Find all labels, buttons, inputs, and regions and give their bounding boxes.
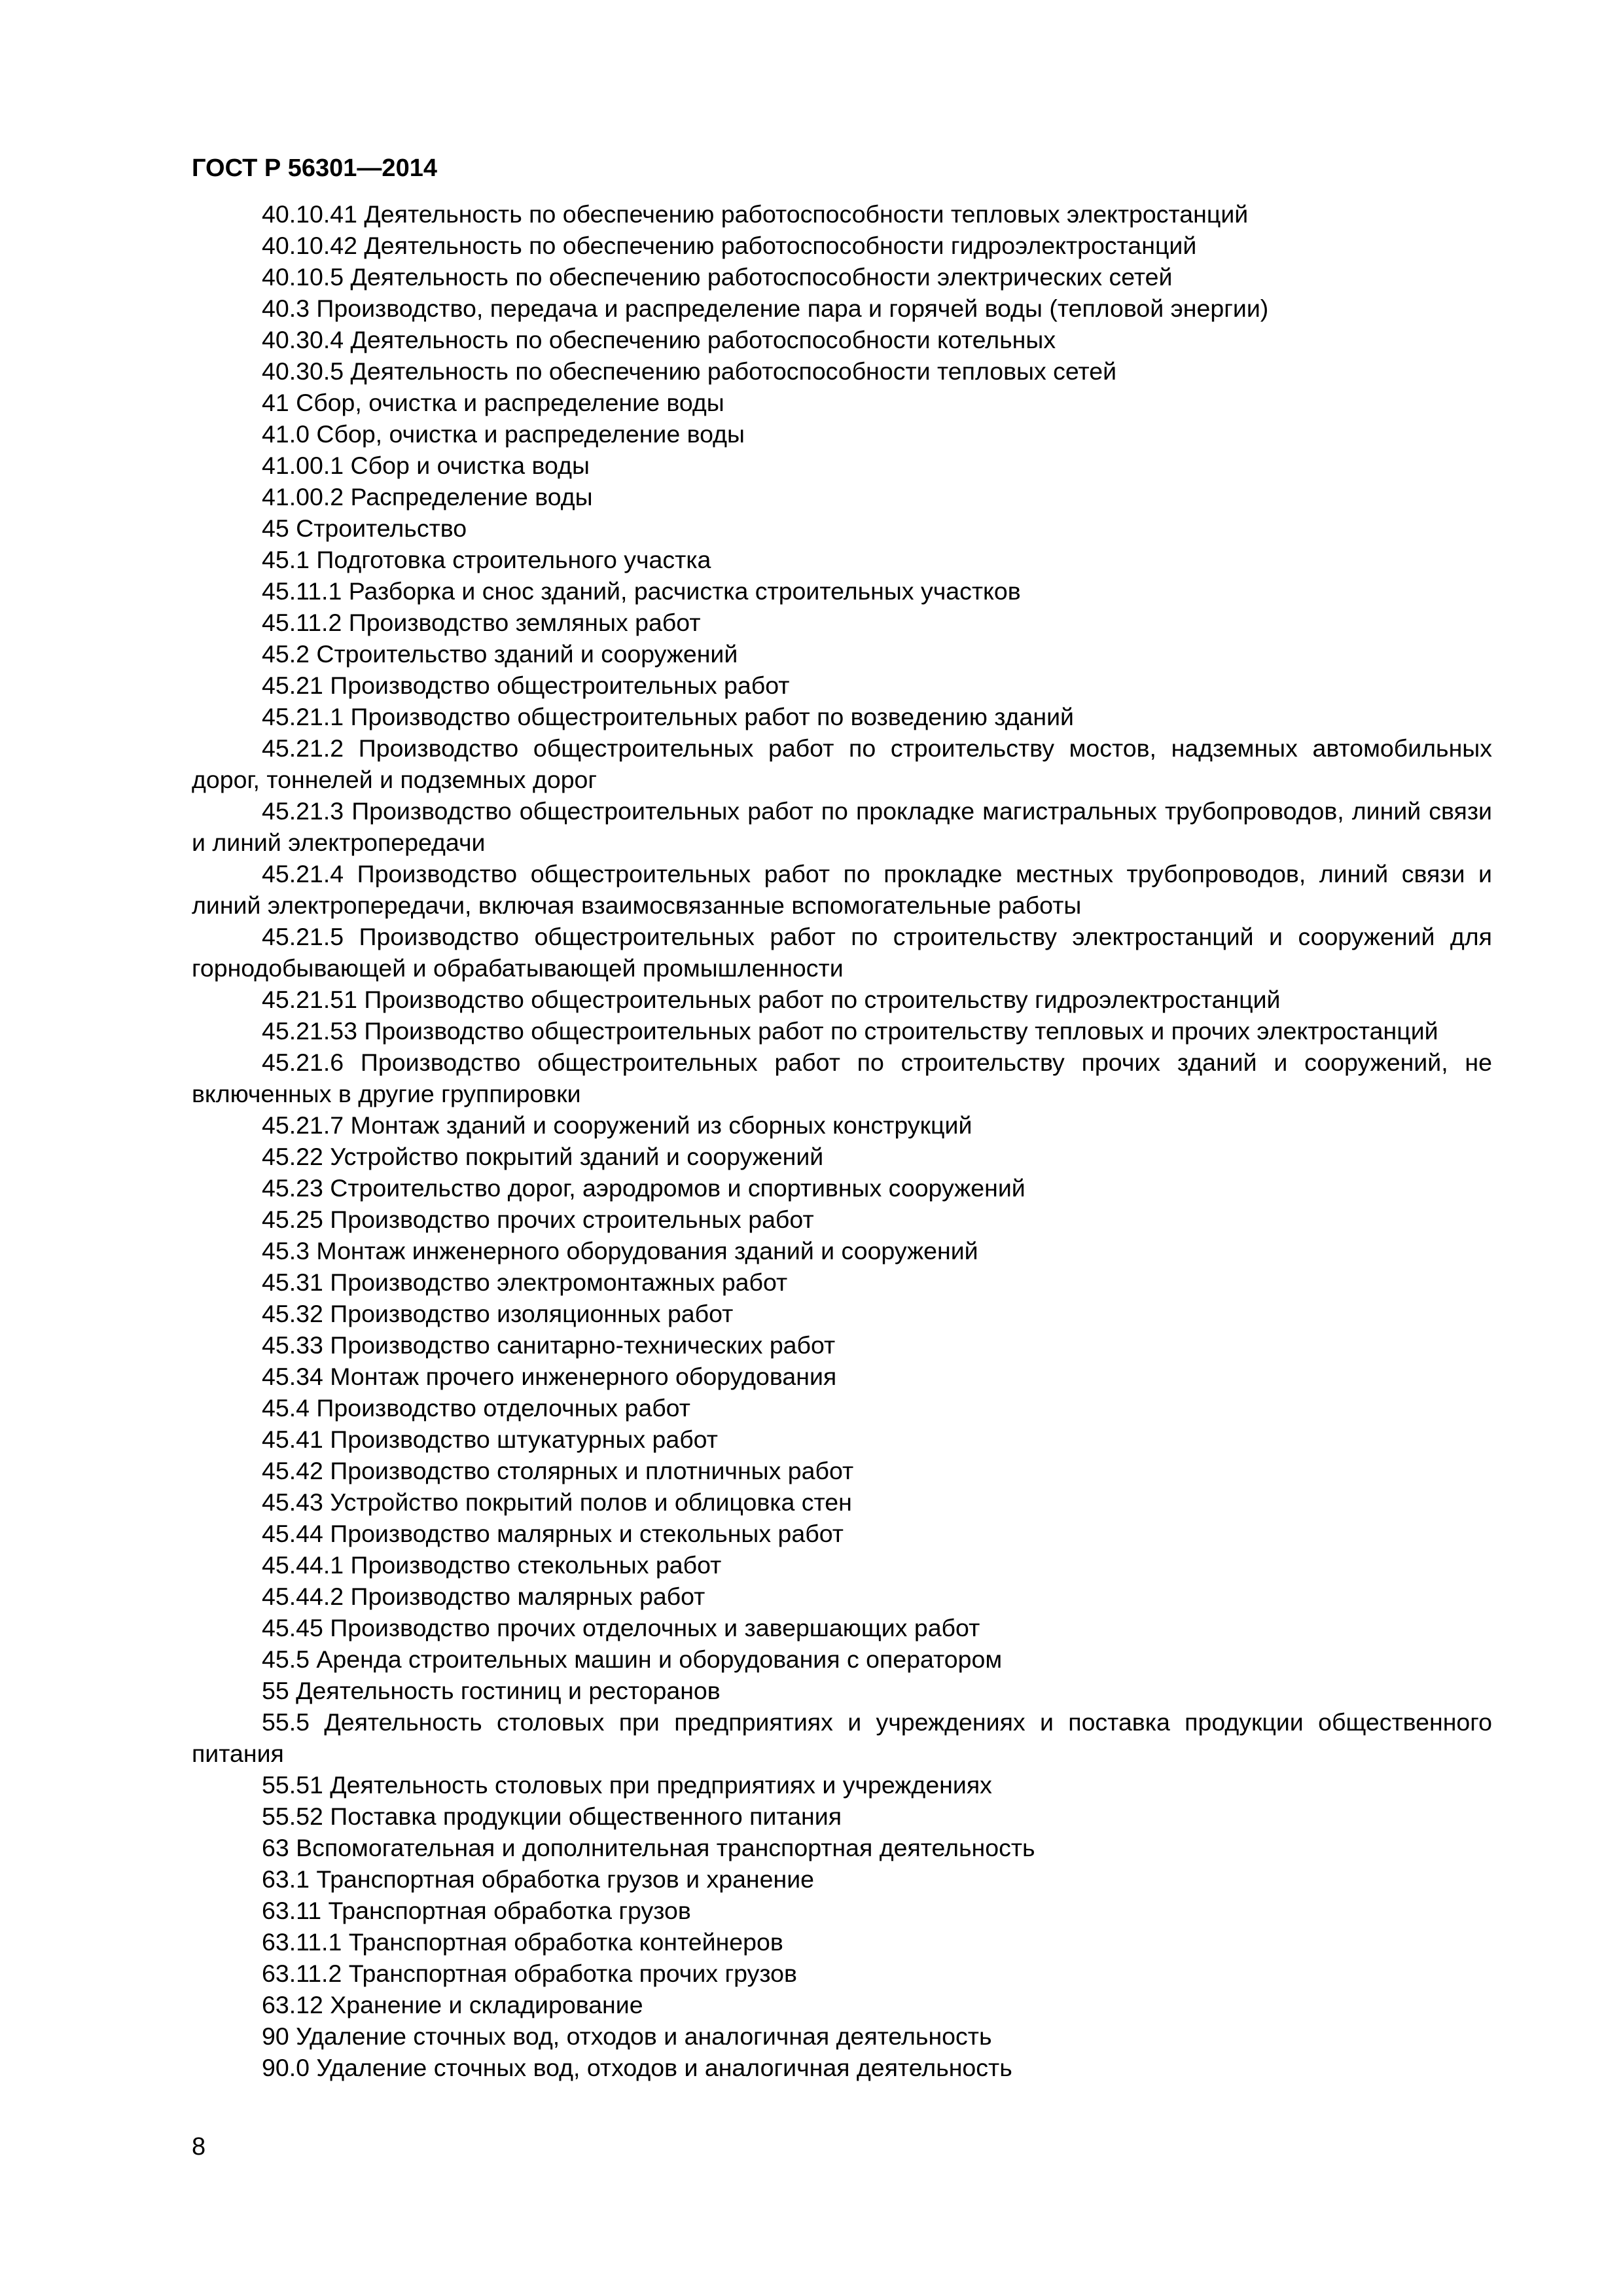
classifier-entry: 40.10.41 Деятельность по обеспечению работоспособности тепловых электростанций [262, 200, 1249, 228]
classifier-entry: 45.21.53 Производство общестроительных работ по строительству тепловых и прочих электростанций [262, 1017, 1438, 1045]
classifier-entry: 45.22 Устройство покрытий зданий и сооружений [262, 1143, 824, 1170]
classifier-entry: 45.43 Устройство покрытий полов и облицовка стен [262, 1488, 852, 1516]
classifier-entry: 45.21.7 Монтаж зданий и сооружений из сборных конструкций [262, 1111, 972, 1139]
classifier-entry: 45.2 Строительство зданий и сооружений [262, 640, 738, 668]
classifier-entry: 55 Деятельность гостиниц и ресторанов [262, 1677, 721, 1704]
classifier-entry: 41.00.1 Сбор и очистка воды [262, 452, 590, 479]
classifier-entry: 45.1 Подготовка строительного участка [262, 546, 711, 573]
classifier-entry: 45.21.3 Производство общестроительных работ по прокладке магистральных трубопроводов, линий связи и линий электропередачи [192, 797, 1492, 856]
classifier-entry: 45.4 Производство отделочных работ [262, 1394, 690, 1422]
classifier-entry: 63.11.2 Транспортная обработка прочих грузов [262, 1960, 797, 1987]
classifier-entry: 40.3 Производство, передача и распределение пара и горячей воды (тепловой энергии) [262, 295, 1269, 322]
classifier-entry: 40.10.42 Деятельность по обеспечению работоспособности гидроэлектростанций [262, 232, 1197, 259]
classifier-entry: 45.3 Монтаж инженерного оборудования зданий и сооружений [262, 1237, 978, 1265]
classifier-entry: 45.21.4 Производство общестроительных работ по прокладке местных трубопроводов, линий связи и линий электропередачи, включая взаимосвязанные вспомогательные работы [192, 860, 1492, 919]
classifier-entry: 63.1 Транспортная обработка грузов и хранение [262, 1865, 815, 1893]
classifier-entry: 45.23 Строительство дорог, аэродромов и спортивных сооружений [262, 1174, 1026, 1202]
classifier-entry: 63.11.1 Транспортная обработка контейнеров [262, 1928, 783, 1956]
classifier-entry: 41 Сбор, очистка и распределение воды [262, 389, 724, 416]
standard-designation: ГОСТ Р 56301—2014 [192, 154, 437, 182]
classifier-entry: 40.30.5 Деятельность по обеспечению работоспособности тепловых сетей [262, 357, 1117, 385]
classifier-entry: 45.21.51 Производство общестроительных работ по строительству гидроэлектростанций [262, 986, 1281, 1013]
classifier-entry: 45.21.5 Производство общестроительных работ по строительству электростанций и сооружений для горнодобывающей и обрабатывающей промышленности [192, 923, 1492, 982]
classifier-entry: 45.21 Производство общестроительных работ [262, 672, 790, 699]
classifier-entry: 41.00.2 Распределение воды [262, 483, 593, 511]
classifier-entry: 45.21.2 Производство общестроительных работ по строительству мостов, надземных автомобильных дорог, тоннелей и подземных дорог [192, 734, 1492, 793]
classifier-entry: 40.30.4 Деятельность по обеспечению работоспособности котельных [262, 326, 1056, 353]
classifier-entry: 45.25 Производство прочих строительных работ [262, 1206, 814, 1233]
classifier-entry: 45.32 Производство изоляционных работ [262, 1300, 734, 1327]
classifier-entry: 45.44.2 Производство малярных работ [262, 1583, 705, 1610]
classifier-entry: 45 Строительство [262, 514, 467, 542]
classifier-entry: 55.5 Деятельность столовых при предприятиях и учреждениях и поставка продукции общественного питания [192, 1708, 1492, 1767]
classifier-entry: 45.34 Монтаж прочего инженерного оборудования [262, 1363, 837, 1390]
classifier-entry: 63 Вспомогательная и дополнительная транспортная деятельность [262, 1834, 1035, 1861]
classifier-entry: 45.45 Производство прочих отделочных и завершающих работ [262, 1614, 980, 1641]
page-number: 8 [192, 2133, 206, 2161]
classifier-entry: 45.11.2 Производство земляных работ [262, 609, 701, 636]
classifier-entry: 45.21.1 Производство общестроительных работ по возведению зданий [262, 703, 1074, 730]
classifier-entry: 41.0 Сбор, очистка и распределение воды [262, 420, 745, 448]
classifier-entry: 45.5 Аренда строительных машин и оборудования с оператором [262, 1645, 1003, 1673]
classifier-entry: 55.51 Деятельность столовых при предприятиях и учреждениях [262, 1771, 992, 1799]
classifier-entry: 63.12 Хранение и складирование [262, 1991, 643, 2018]
classifier-entry: 45.21.6 Производство общестроительных работ по строительству прочих зданий и сооружений, не включенных в другие группировки [192, 1049, 1492, 1107]
classifier-entry: 45.42 Производство столярных и плотничных работ [262, 1457, 854, 1484]
classifier-entry: 45.44.1 Производство стекольных работ [262, 1551, 722, 1579]
classifier-entry: 90 Удаление сточных вод, отходов и аналогичная деятельность [262, 2022, 992, 2050]
classifier-entry: 45.41 Производство штукатурных работ [262, 1426, 718, 1453]
classifier-entry: 40.10.5 Деятельность по обеспечению работоспособности электрических сетей [262, 263, 1173, 291]
classifier-entry: 55.52 Поставка продукции общественного питания [262, 1803, 842, 1830]
classifier-entry: 63.11 Транспортная обработка грузов [262, 1897, 691, 1924]
classifier-entry: 90.0 Удаление сточных вод, отходов и аналогичная деятельность [262, 2054, 1012, 2081]
classifier-entry: 45.11.1 Разборка и снос зданий, расчистка строительных участков [262, 577, 1021, 605]
classifier-entry: 45.31 Производство электромонтажных работ [262, 1268, 788, 1296]
classifier-entry: 45.33 Производство санитарно-технических работ [262, 1331, 836, 1359]
classifier-list [192, 198, 1492, 2083]
classifier-entry: 45.44 Производство малярных и стекольных работ [262, 1520, 844, 1547]
